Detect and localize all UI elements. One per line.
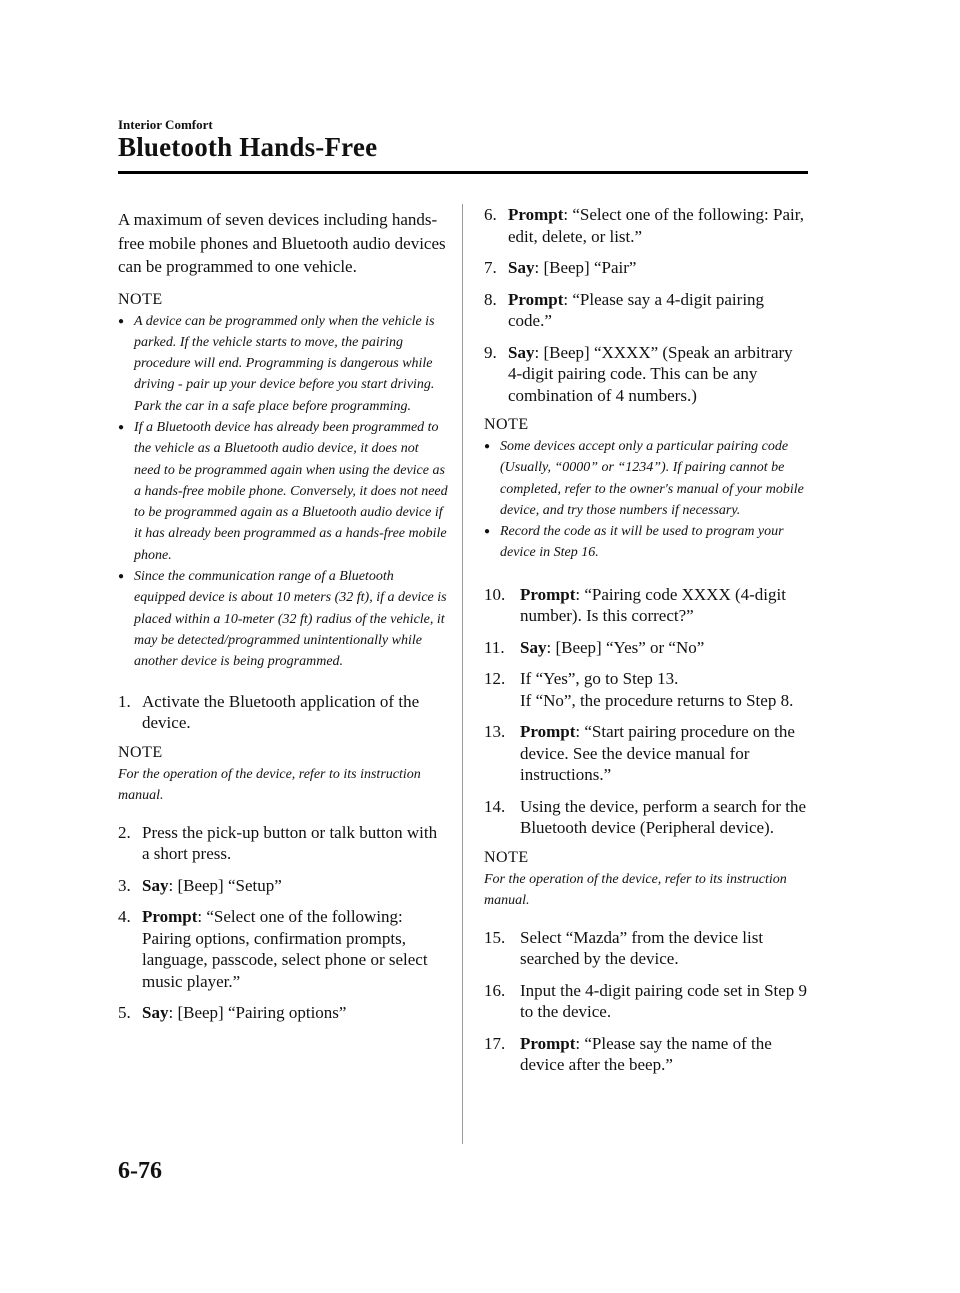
note-label: NOTE [484,848,529,866]
note-label: NOTE [118,290,163,308]
step-10: 10. Prompt: “Pairing code XXXX (4-digit number). Is this correct?” [484,584,786,626]
step-9: 9. Say: [Beep] “XXXX” (Speak an arbitrary 4-digit pairing code. This can be any combination of 4 numbers.) [484,342,793,405]
note-label: NOTE [484,416,529,433]
right-column [484,204,810,1076]
intro-paragraph: A maximum of seven devices including hands-free mobile phones and Bluetooth audio devices can be programmed to one vehicle. [118,210,446,276]
step-13: 13. Prompt: “Start pairing procedure on the device. See the device manual for instructions.” [484,722,795,785]
note-item: ● If a Bluetooth device has already been programmed to the vehicle as a Bluetooth audio device, it does not need to be programmed again when using the device as a hands-free mobile phone. Conversely, it does not need to be programmed again as a Bluetooth audio device if it has already been programmed as a hands-free mobile phone. [118,417,448,566]
step-2: 2. Press the pick-up button or talk button with a short press. [118,822,438,864]
step-16: 16. Input the 4-digit pairing code set in Step 9 to the device. [484,980,808,1022]
note-list [484,436,810,564]
left-column [118,208,448,1024]
page-title: Bluetooth Hands-Free [118,132,378,162]
bullet-icon: ● [118,571,125,583]
column-divider [462,204,463,1144]
note-text: For the operation of the device, refer to its instruction manual. [484,871,787,908]
step-15: 15. Select “Mazda” from the device list searched by the device. [484,927,764,969]
section-label: Interior Comfort [118,117,213,132]
note-text: For the operation of the device, refer to its instruction manual. [118,766,421,803]
bullet-icon: ● [118,315,125,327]
bullet-icon: ● [484,526,491,538]
step-4: 4. Prompt: “Select one of the following: Pairing options, confirmation prompts, language, passcode, select phone or select music player.” [118,907,428,991]
step-8: 8. Prompt: “Please say a 4-digit pairing code.” [484,289,765,330]
page-number: 6-76 [118,1158,162,1184]
bullet-icon: ● [118,421,125,433]
step-11: 11. Say: [Beep] “Yes” or “No” [484,637,705,657]
note-item: ● A device can be programmed only when the vehicle is parked. If the vehicle starts to move, the pairing procedure will end. Programming is dangerous while driving - pair up your device before you start driving. Park the car in a safe place before programming. [118,311,448,417]
step-7: 7. Say: [Beep] “Pair” [484,258,637,277]
step-14: 14. Using the device, perform a search for the Bluetooth device (Peripheral device). [484,796,807,838]
step-1: 1. Activate the Bluetooth application of the device. [118,691,420,733]
step-5: 5. Say: [Beep] “Pairing options” [118,1003,347,1023]
note-label: NOTE [118,743,163,761]
step-3: 3. Say: [Beep] “Setup” [118,875,282,895]
note-list [118,311,448,673]
note-item: ● Since the communication range of a Bluetooth equipped device is about 10 meters (32 ft), if a device is placed within a 10-meter (32 ft) radius of the vehicle, it may be detected/programmed unintentionally while another device is being programmed. [118,566,448,672]
step-17: 17. Prompt: “Please say the name of the device after the beep.” [484,1033,772,1075]
note-item: ● Some devices accept only a particular pairing code (Usually, “0000” or “1234”). If pairing cannot be completed, refer to the owner's manual of your mobile device, and try those numbers if necessary. [484,436,810,521]
step-12: 12. If “Yes”, go to Step 13. If “No”, the procedure returns to Step 8. [484,669,794,710]
step-6: 6. Prompt: “Select one of the following: Pair, edit, delete, or list.” [484,205,804,246]
note-item: ● Record the code as it will be used to program your device in Step 16. [484,521,810,564]
title-rule [118,171,808,174]
bullet-icon: ● [484,441,491,452]
